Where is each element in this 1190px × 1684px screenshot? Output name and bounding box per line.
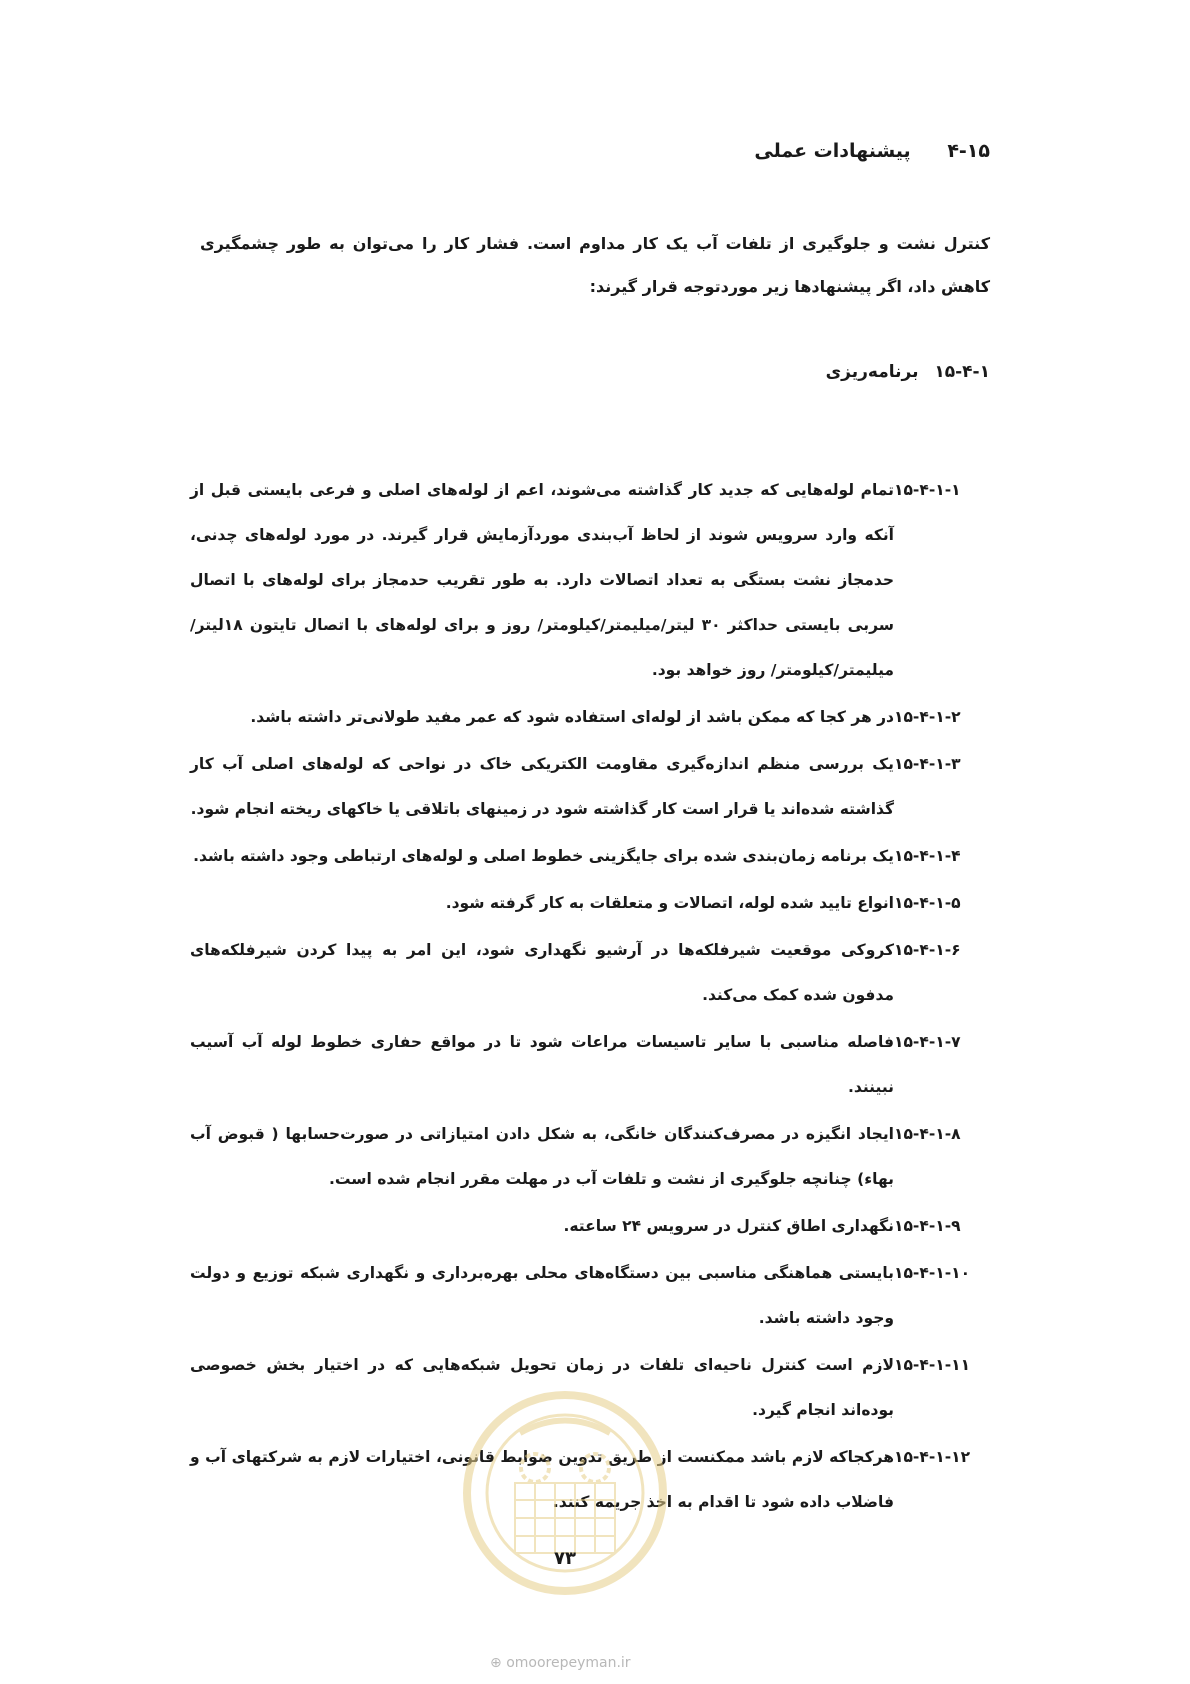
list-item [190, 885, 990, 926]
item-text: هرکجاکه لازم باشد ممکنست از طریق تدوین ضوابط قانونی، اختیارات لازم به شرکتهای آب و فاضلاب داده شود تا اقدام به اخذ جریمه کنند. [190, 1448, 894, 1511]
recommendation-list [190, 472, 990, 1531]
item-text: ایجاد انگیزه در مصرف‌کنندگان خانگی، به شکل دادن امتیازاتی در صورت‌حسابها ( قبوض آب بهاء) چنانچه جلوگیری از نشت و تلفات آب در مهلت مقرر انجام شده است. [190, 1125, 894, 1188]
item-number: ۱۵-۴-۱-۵ [894, 894, 961, 912]
list-item [190, 1116, 990, 1202]
item-text: تمام لوله‌هایی که جدید کار گذاشته می‌شوند، اعم از لوله‌های اصلی و فرعی بایستی قبل از آنکه وارد سرویس شوند از لحاظ آب‌بندی موردآزمایش قرار گیرند. در مورد لوله‌های چدنی، حدمجاز نشت بستگی به تعداد اتصالات دارد. به طور تقریب حدمجاز برای لوله‌های با اتصال سربی بایستی حداکثر ۳۰ لیتر/میلیمتر/کیلومتر/ روز و برای لوله‌های با اتصال تایتون ۱۸لیتر/میلیمتر/کیلومتر/ روز خواهد بود. [190, 481, 894, 679]
list-item [190, 1208, 990, 1249]
item-text: انواع تایید شده لوله، اتصالات و متعلقات به کار گرفته شود. [445, 894, 894, 912]
list-item [190, 699, 990, 740]
item-text: در هر کجا که ممکن باشد از لوله‌ای استفاده شود که عمر مفید طولانی‌تر داشته باشد. [250, 708, 894, 726]
item-number: ۱۵-۴-۱-۱۱ [894, 1356, 971, 1374]
item-number: ۱۵-۴-۱-۱ [894, 481, 961, 499]
item-text: نگهداری اطاق کنترل در سرویس ۲۴ ساعته. [563, 1217, 894, 1235]
section-title: پیشنهادات عملی [754, 140, 911, 162]
globe-icon: ⊕ [490, 1655, 502, 1671]
list-item [190, 1024, 990, 1110]
list-item [190, 932, 990, 1018]
item-text: کروکی موقعیت شیرفلکه‌ها در آرشیو نگهداری شود، این امر به پیدا کردن شیرفلکه‌های مدفون شده کمک می‌کند. [190, 941, 894, 1004]
item-text: یک بررسی منظم اندازه‌گیری مقاومت الکتریکی خاک در نواحی که لوله‌های اصلی آب کار گذاشته شده‌اند یا قرار است کار گذاشته شود در زمینهای باتلاقی یا خاکهای ریخته انجام شود. [190, 755, 894, 818]
section-number: ۴-۱۵ [947, 140, 990, 162]
item-text: یک برنامه زمان‌بندی شده برای جایگزینی خطوط اصلی و لوله‌های ارتباطی وجود داشته باشد. [193, 847, 894, 865]
item-number: ۱۵-۴-۱-۳ [894, 755, 961, 773]
item-number: ۱۵-۴-۱-۱۰ [894, 1264, 971, 1282]
subsection-title: برنامه‌ریزی [825, 362, 919, 382]
page-number: ۷۳ [554, 1548, 576, 1569]
item-number: ۱۵-۴-۱-۴ [894, 847, 961, 865]
item-number: ۱۵-۴-۱-۷ [894, 1033, 961, 1051]
subsection-number: ۱۵-۴-۱ [934, 362, 990, 382]
list-item [190, 746, 990, 832]
item-number: ۱۵-۴-۱-۸ [894, 1125, 961, 1143]
list-item [190, 1255, 990, 1341]
item-number: ۱۵-۴-۱-۲ [894, 708, 961, 726]
footer-website-text: omoorepeyman.ir [506, 1655, 631, 1671]
subsection-heading [826, 362, 990, 382]
item-text: فاصله مناسبی با سایر تاسیسات مراعات شود تا در مواقع حفاری خطوط لوله آب آسیب نبینند. [190, 1033, 894, 1096]
item-number: ۱۵-۴-۱-۱۲ [894, 1448, 971, 1466]
item-text: لازم است کنترل ناحیه‌ای تلفات در زمان تحویل شبکه‌هایی که در اختیار بخش خصوصی بوده‌اند انجام گیرد. [190, 1356, 894, 1419]
item-text: بایستی هماهنگی مناسبی بین دستگاه‌های محلی بهره‌برداری و نگهداری شبکه توزیع و دولت وجود داشته باشد. [190, 1264, 894, 1327]
intro-paragraph: کنترل نشت و جلوگیری از تلفات آب یک کار مداوم است. فشار کار را می‌توان به طور چشمگیری کاهش داد، اگر پیشنهادها زیر موردتوجه قرار گیرند: [200, 234, 990, 296]
footer-website [490, 1655, 631, 1671]
section-heading [754, 140, 990, 162]
list-item [190, 472, 990, 693]
list-item [190, 838, 990, 879]
item-number: ۱۵-۴-۱-۹ [894, 1217, 961, 1235]
item-number: ۱۵-۴-۱-۶ [894, 941, 961, 959]
